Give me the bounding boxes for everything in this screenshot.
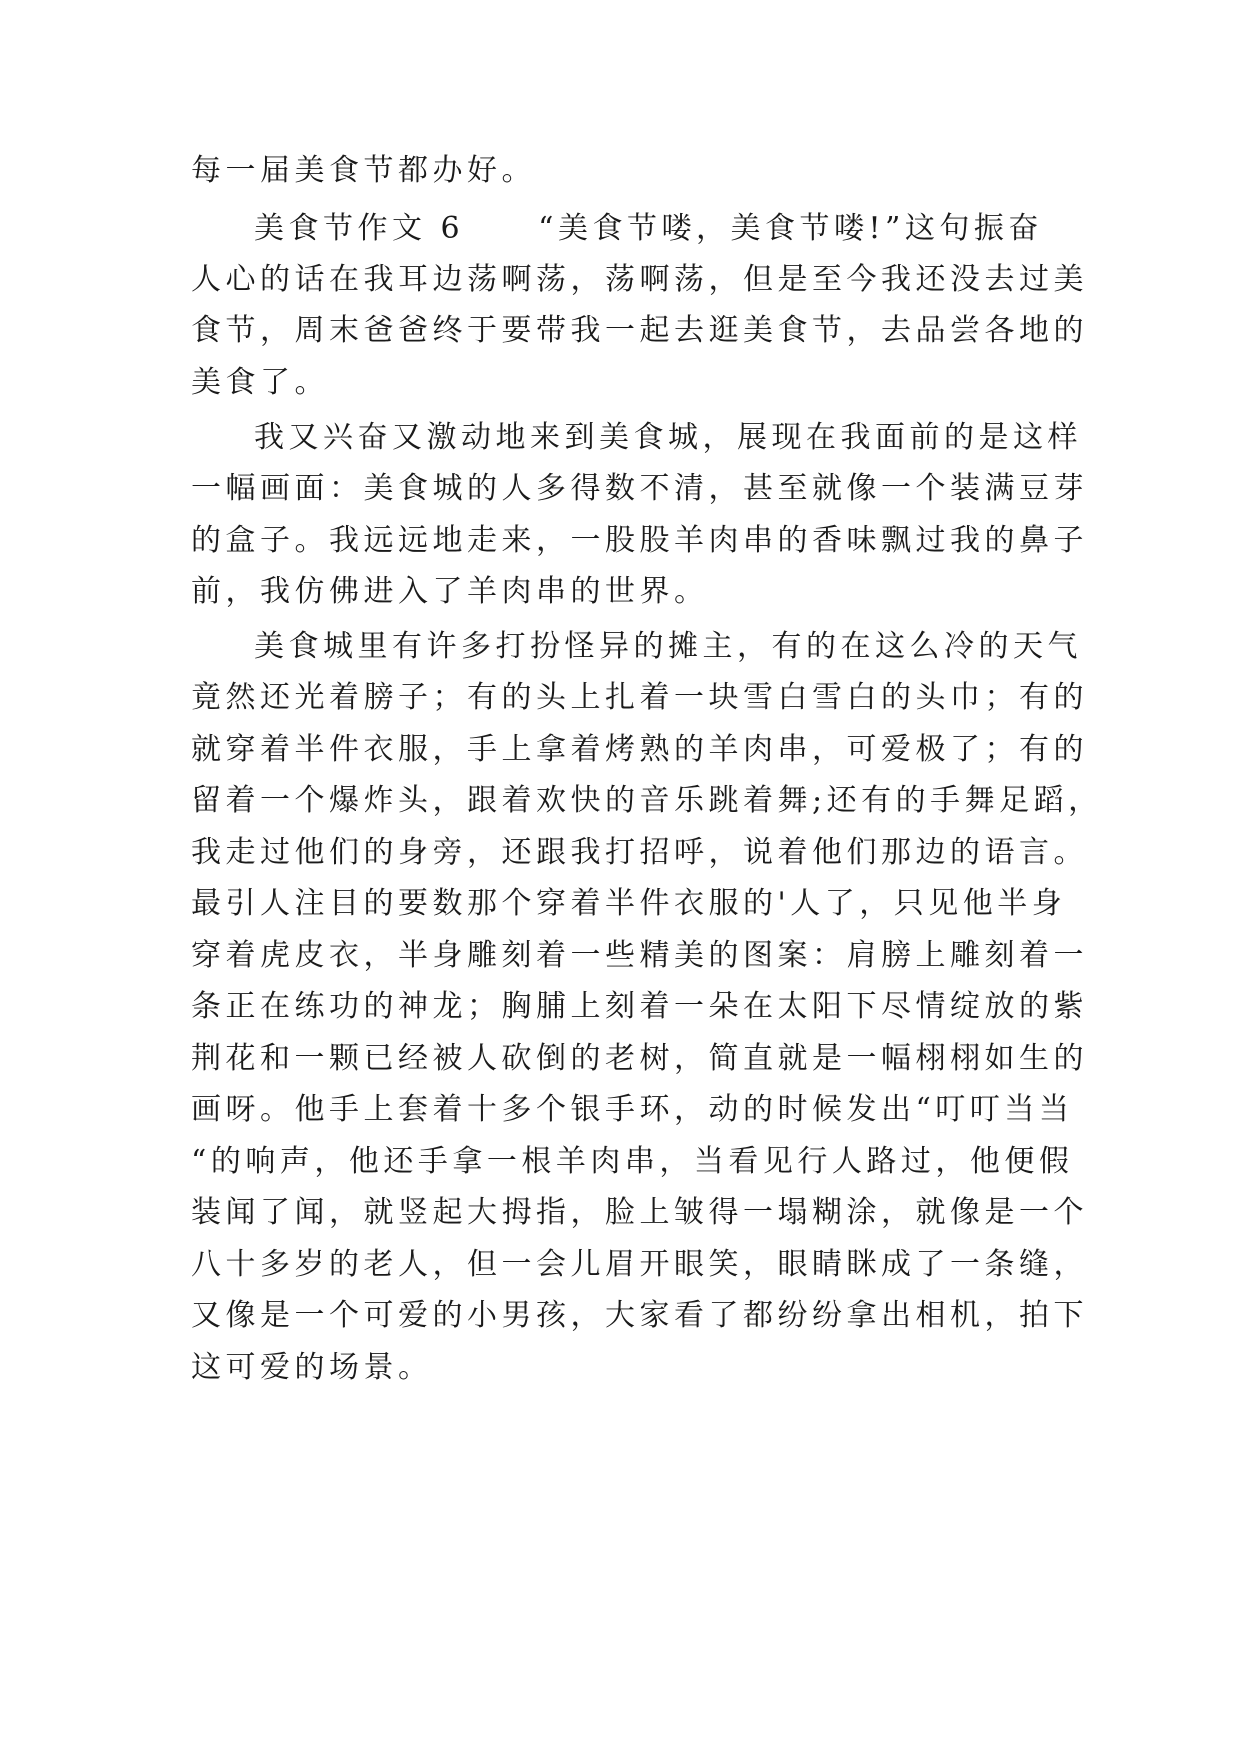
- text-line: “的响声，他还手拿一根羊肉串，当看见行人路过，他便假: [191, 1144, 1074, 1179]
- text-line: 竟然还光着膀子；有的头上扎着一块雪白雪白的头巾；有的: [191, 680, 1088, 715]
- text-line: 就穿着半件衣服，手上拿着烤熟的羊肉串，可爱极了；有的: [191, 732, 1088, 767]
- text-line: 每一届美食节都办好。: [191, 153, 536, 188]
- text-line: 画呀。他手上套着十多个银手环，动的时候发出“叮叮当当: [191, 1092, 1074, 1127]
- text-line: “美食节喽，美食节喽!”这句振奋: [538, 211, 1043, 246]
- text-line: 最引人注目的要数那个穿着半件衣服的'人了，只见他半身: [191, 886, 1067, 921]
- essay-title: 美食节作文 6: [254, 211, 465, 246]
- text-line: 穿着虎皮衣，半身雕刻着一些精美的图案：肩膀上雕刻着一: [191, 938, 1088, 973]
- text-line: 一幅画面：美食城的人多得数不清，甚至就像一个装满豆芽: [191, 471, 1088, 506]
- text-line: 的盒子。我远远地走来，一股股羊肉串的香味飘过我的鼻子: [191, 523, 1088, 558]
- text-line: 荆花和一颗已经被人砍倒的老树，简直就是一幅栩栩如生的: [191, 1041, 1088, 1076]
- text-line: 条正在练功的神龙；胸脯上刻着一朵在太阳下尽情绽放的紫: [191, 989, 1088, 1024]
- text-line: 我又兴奋又激动地来到美食城，展现在我面前的是这样: [254, 420, 1082, 455]
- text-line: 八十多岁的老人，但一会儿眉开眼笑，眼睛眯成了一条缝，: [191, 1247, 1088, 1282]
- text-line: 前，我仿佛进入了羊肉串的世界。: [191, 574, 709, 609]
- text-line: 又像是一个可爱的小男孩，大家看了都纷纷拿出相机，拍下: [191, 1298, 1088, 1333]
- text-line: 装闻了闻，就竖起大拇指，脸上皱得一塌糊涂，就像是一个: [191, 1195, 1088, 1230]
- text-line: 人心的话在我耳边荡啊荡，荡啊荡，但是至今我还没去过美: [191, 262, 1088, 297]
- paragraph-heading-line: [254, 209, 1043, 249]
- text-line: 美食城里有许多打扮怪异的摊主，有的在这么冷的天气: [254, 629, 1082, 664]
- text-line: 我走过他们的身旁，还跟我打招呼，说着他们那边的语言。: [191, 835, 1088, 870]
- text-line: 美食了。: [191, 365, 329, 400]
- text-line: 这可爱的场景。: [191, 1350, 433, 1385]
- text-line: 食节，周末爸爸终于要带我一起去逛美食节，去品尝各地的: [191, 313, 1088, 348]
- text-line: 留着一个爆炸头，跟着欢快的音乐跳着舞;还有的手舞足蹈，: [191, 783, 1103, 818]
